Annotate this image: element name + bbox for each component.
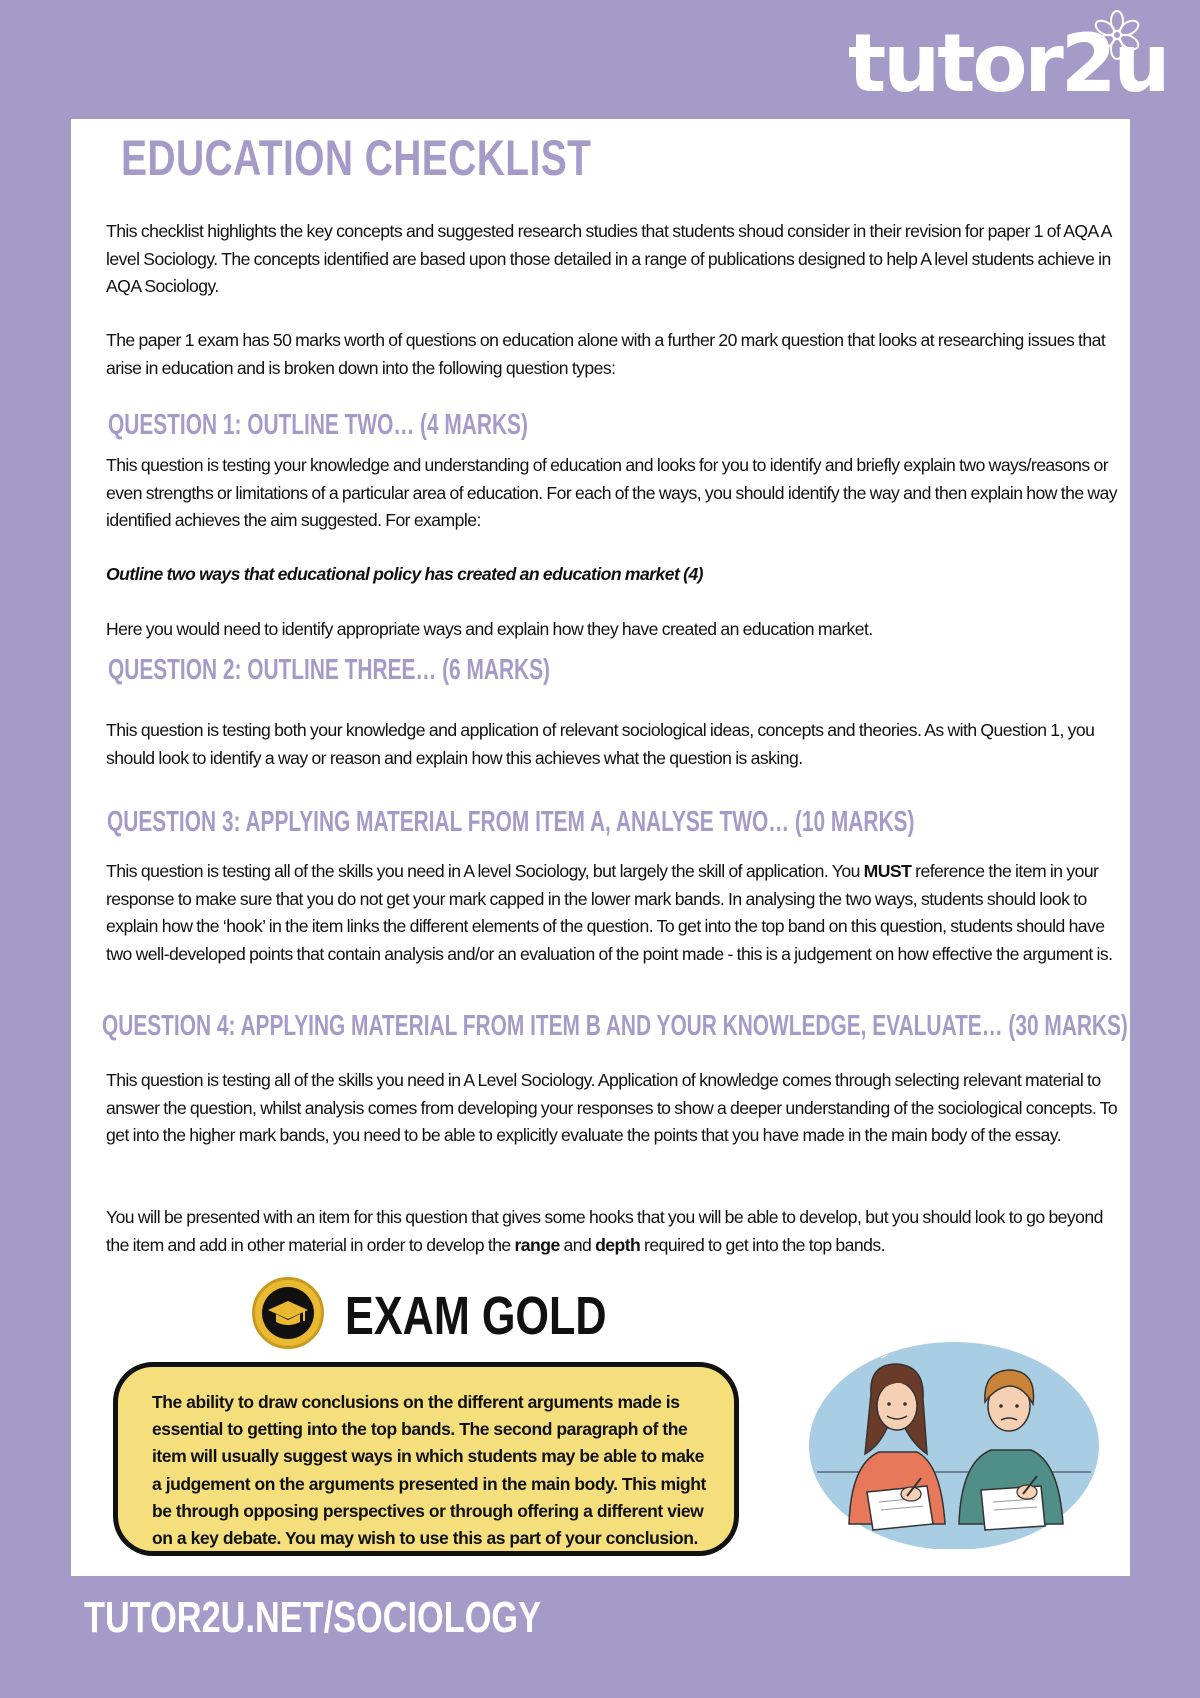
intro-paragraph-1: This checklist highlights the key concepts and suggested research studies that students shoud consider in their revision for paper 1 of AQA A level Sociology. The concepts identified are based upon those detailed in a range of publications designed to help A level students achieve in AQA Sociology. xyxy=(106,221,1111,296)
question-4-body-2-end: required to get into the top bands. xyxy=(640,1234,885,1255)
question-4-body-2 xyxy=(106,1204,1126,1259)
question-2-heading: QUESTION 2: OUTLINE THREE… (6 MARKS) xyxy=(108,654,550,686)
question-3-body-end: reference the item in your response to make sure that you do not get your mark capped in the lower mark bands. In analysing the two ways, students should look to explain how the ‘hook’ in the item links the different elements of the question. To get into the top band on this question, students should have two well-developed points that contain analysis and/or an evaluation of the point made - this is a judgement on how effective the argument is. xyxy=(106,861,1113,964)
content-sheet xyxy=(71,119,1130,1576)
question-1-example: Outline two ways that educational policy has created an education market (4) xyxy=(106,564,703,584)
question-2-body: This question is testing both your knowledge and application of relevant sociological ideas, concepts and theories. As with Question 1, you should look to identify a way or reason and explain how this achieves what the question is asking. xyxy=(106,720,1095,768)
question-1-heading: QUESTION 1: OUTLINE TWO… (4 MARKS) xyxy=(108,409,528,441)
question-1-body: This question is testing your knowledge and understanding of education and looks for you to identify and briefly explain two ways/reasons or even strengths or limitations of a particular area of education. For each of the ways, you should identify the way and then explain how the way identified achieves the aim suggested. For example: xyxy=(106,455,1118,530)
exam-gold-title: EXAM GOLD xyxy=(345,1286,607,1346)
tutor2u-logo xyxy=(848,17,1168,110)
question-4-heading: QUESTION 4: APPLYING MATERIAL FROM ITEM B AND YOUR KNOWLEDGE, EVALUATE… (30 MARKS) xyxy=(102,1010,1128,1042)
logo-text: tutor2u xyxy=(848,17,1168,110)
question-4-body: This question is testing all of the skills you need in A Level Sociology. Application of knowledge comes through selecting relevant material to answer the question, whilst analysis comes from developing your responses to show a deeper understanding of the sociological concepts. To get into the higher mark bands, you need to be able to explicitly evaluate the points that you have made in the main body of the essay. xyxy=(106,1070,1118,1145)
medal-icon xyxy=(252,1277,324,1349)
exam-gold-text: The ability to draw conclusions on the different arguments made is essential to getting into the top bands. The second paragraph of the item will usually suggest ways in which students may be able to make a judgement on the arguments presented in the main body. This might be through opposing perspectives or through offering a different view on a key debate. You may wish to use this as part of your conclusion. xyxy=(152,1392,706,1549)
exam-gold-box xyxy=(113,1362,739,1556)
question-3-body-start: This question is testing all of the skills you need in A level Sociology, but largely the skill of application. You xyxy=(106,861,864,881)
graduation-cap-icon xyxy=(262,1287,314,1339)
question-4-body-2-start: You will be presented with an item for this question that gives some hooks that you will be able to develop, but you should look to go beyond the item and add in other material in order to develop the xyxy=(106,1207,1103,1255)
footer-url[interactable]: TUTOR2U.NET/SOCIOLOGY xyxy=(84,1593,542,1642)
students-writing-illustration xyxy=(809,1324,1099,1549)
flower-icon xyxy=(1090,8,1144,62)
question-4-range: range xyxy=(514,1234,560,1255)
question-3-body-must: MUST xyxy=(863,861,912,881)
question-4-depth: depth xyxy=(595,1234,641,1255)
question-3-body xyxy=(106,858,1126,968)
question-1-note: Here you would need to identify appropriate ways and explain how they have created an education market. xyxy=(106,619,873,639)
intro-paragraph-2: The paper 1 exam has 50 marks worth of questions on education alone with a further 20 mark question that looks at researching issues that arise in education and is broken down into the following question types: xyxy=(106,330,1106,378)
question-3-heading: QUESTION 3: APPLYING MATERIAL FROM ITEM A, ANALYSE TWO… (10 MARKS) xyxy=(107,806,915,838)
page-title: EDUCATION CHECKLIST xyxy=(121,130,592,186)
question-4-body-2-and: and xyxy=(559,1234,596,1255)
